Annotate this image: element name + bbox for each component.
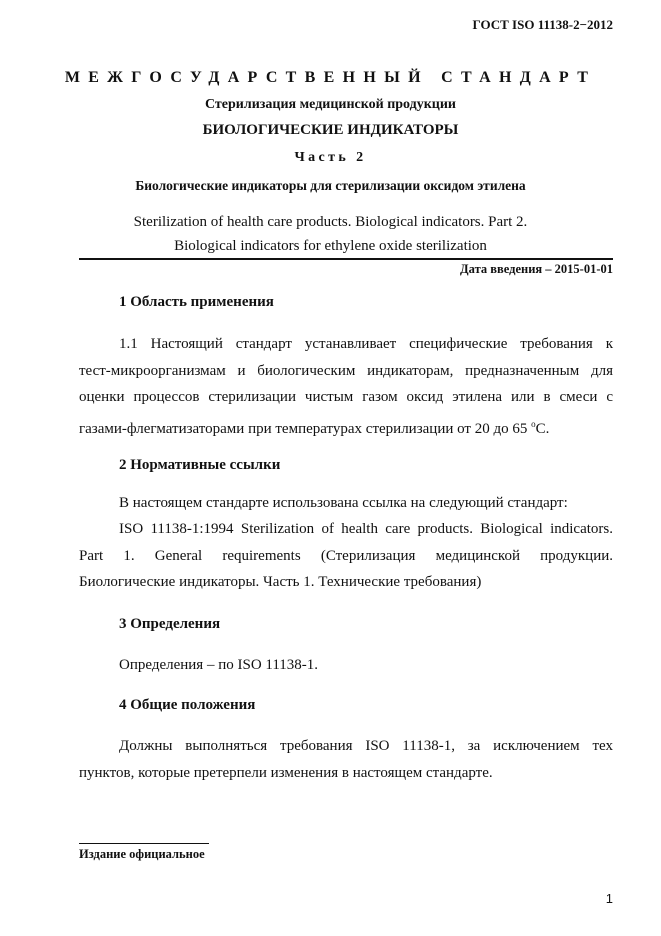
title-line-4: Биологические индикаторы для стерилизации оксидом этилена bbox=[135, 178, 526, 193]
paragraph-line: тест-микроорганизмам и биологическим индикаторам, предназначенным для bbox=[79, 362, 613, 379]
section-4-heading: 4 Общие положения bbox=[119, 697, 256, 713]
celsius-text: С. bbox=[535, 420, 550, 437]
paragraph-line: Определения – по ISO 11138-1. bbox=[119, 657, 319, 673]
section-2-intro bbox=[79, 490, 613, 517]
section-1-paragraph bbox=[79, 331, 613, 442]
section-1-heading: 1 Область применения bbox=[119, 294, 274, 310]
introduction-date: Дата введения – 2015-01-01 bbox=[460, 262, 613, 276]
footer-divider bbox=[79, 843, 209, 844]
official-edition-note: Издание официальное bbox=[79, 847, 205, 861]
paragraph-line: пунктов, которые претерпели изменения в настоящем стандарте. bbox=[79, 764, 493, 781]
section-2-heading: 2 Нормативные ссылки bbox=[119, 457, 281, 473]
paragraph-line bbox=[79, 411, 613, 443]
paragraph-line: оценки процессов стерилизации чистым газом оксид этилена или в смеси с bbox=[79, 389, 613, 405]
paragraph-line: ISO 11138-1:1994 Sterilization of health care products. Biological indicators. bbox=[119, 521, 613, 537]
paragraph-line: Должны выполняться требования ISO 11138-1, за исключением тех bbox=[119, 738, 613, 754]
english-title-line-2: Biological indicators for ethylene oxide sterilization bbox=[174, 238, 487, 254]
english-title-line-1: Sterilization of health care products. Biological indicators. Part 2. bbox=[133, 214, 528, 230]
degree-symbol: o bbox=[531, 418, 536, 429]
title-part: Часть 2 bbox=[294, 150, 367, 165]
paragraph-line: 1.1 Настоящий стандарт устанавливает специфические требования к bbox=[119, 336, 613, 352]
document-code: ГОСТ ISO 11138-2−2012 bbox=[472, 17, 613, 32]
title-line-1: Стерилизация медицинской продукции bbox=[205, 97, 456, 112]
title-line-2: БИОЛОГИЧЕСКИЕ ИНДИКАТОРЫ bbox=[202, 122, 459, 138]
section-3-paragraph bbox=[79, 652, 613, 679]
paragraph-line: Биологические индикаторы. Часть 1. Технические требования) bbox=[79, 574, 482, 590]
standard-type-heading: МЕЖГОСУДАРСТВЕННЫЙ СТАНДАРТ bbox=[64, 69, 597, 86]
page-number: 1 bbox=[605, 891, 613, 906]
section-3-heading: 3 Определения bbox=[119, 616, 221, 632]
paragraph-line: В настоящем стандарте использована ссылка на следующий стандарт: bbox=[119, 495, 568, 511]
paragraph-line: Part 1. General requirements (Стерилизация медицинской продукции. bbox=[79, 547, 613, 564]
section-2-reference bbox=[79, 516, 613, 596]
section-4-paragraph bbox=[79, 733, 613, 786]
temperature-text: газами-флегматизаторами при температурах стерилизации от 20 до 65 bbox=[79, 420, 532, 437]
title-divider bbox=[79, 258, 613, 260]
